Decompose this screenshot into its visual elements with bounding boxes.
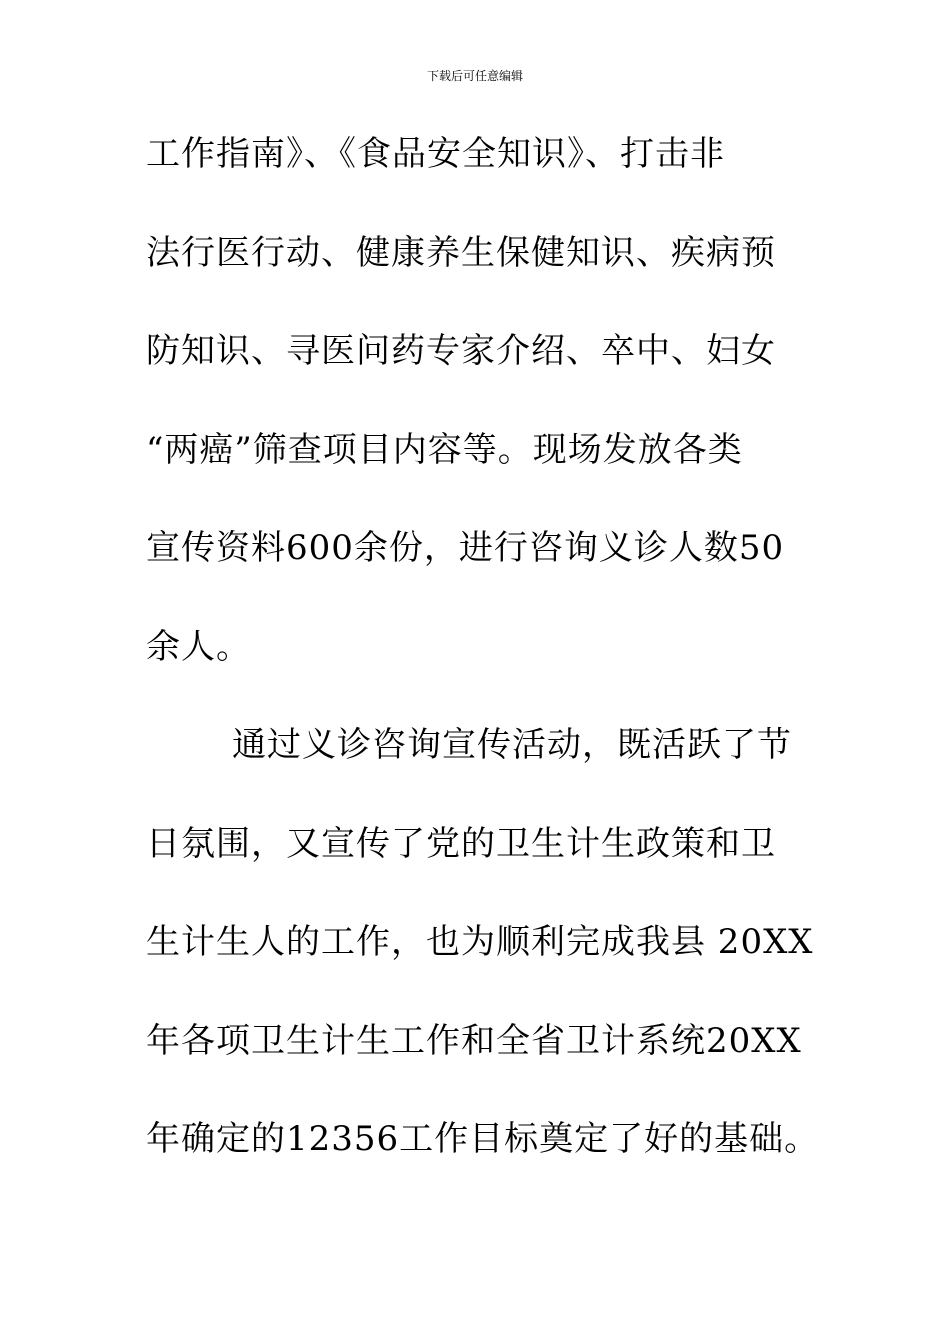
text-line-1: 工作指南》、《食品安全知识》、打击非 xyxy=(146,134,725,174)
text-line-2: 法行医行动、健康养生保健知识、疾病预 xyxy=(146,232,776,273)
text-line-4: “两癌”筛查项目内容等。现场发放各类 xyxy=(146,429,743,470)
body-text xyxy=(146,126,826,1210)
text-line-6: 余人。 xyxy=(146,626,251,667)
text-line-3: 防知识、寻医问药专家介绍、卒中、妇女 xyxy=(146,331,776,371)
text-line-11: 年确定的12356工作目标奠定了好的基础。 xyxy=(146,1119,820,1159)
text-line-8: 日氛围，又宣传了党的卫生计生政策和卫 xyxy=(146,823,776,864)
header-note: 下载后可任意编辑 xyxy=(426,69,523,83)
text-line-10: 年各项卫生计生工作和全省卫计系统20XX xyxy=(146,1020,802,1061)
text-line-9: 生计生人的工作，也为顺利完成我县 20XX xyxy=(146,922,814,962)
text-line-5: 宣传资料600余份，进行咨询义诊人数50 xyxy=(146,528,785,568)
text-line-7: 通过义诊咨询宣传活动，既活跃了节 xyxy=(232,725,792,765)
